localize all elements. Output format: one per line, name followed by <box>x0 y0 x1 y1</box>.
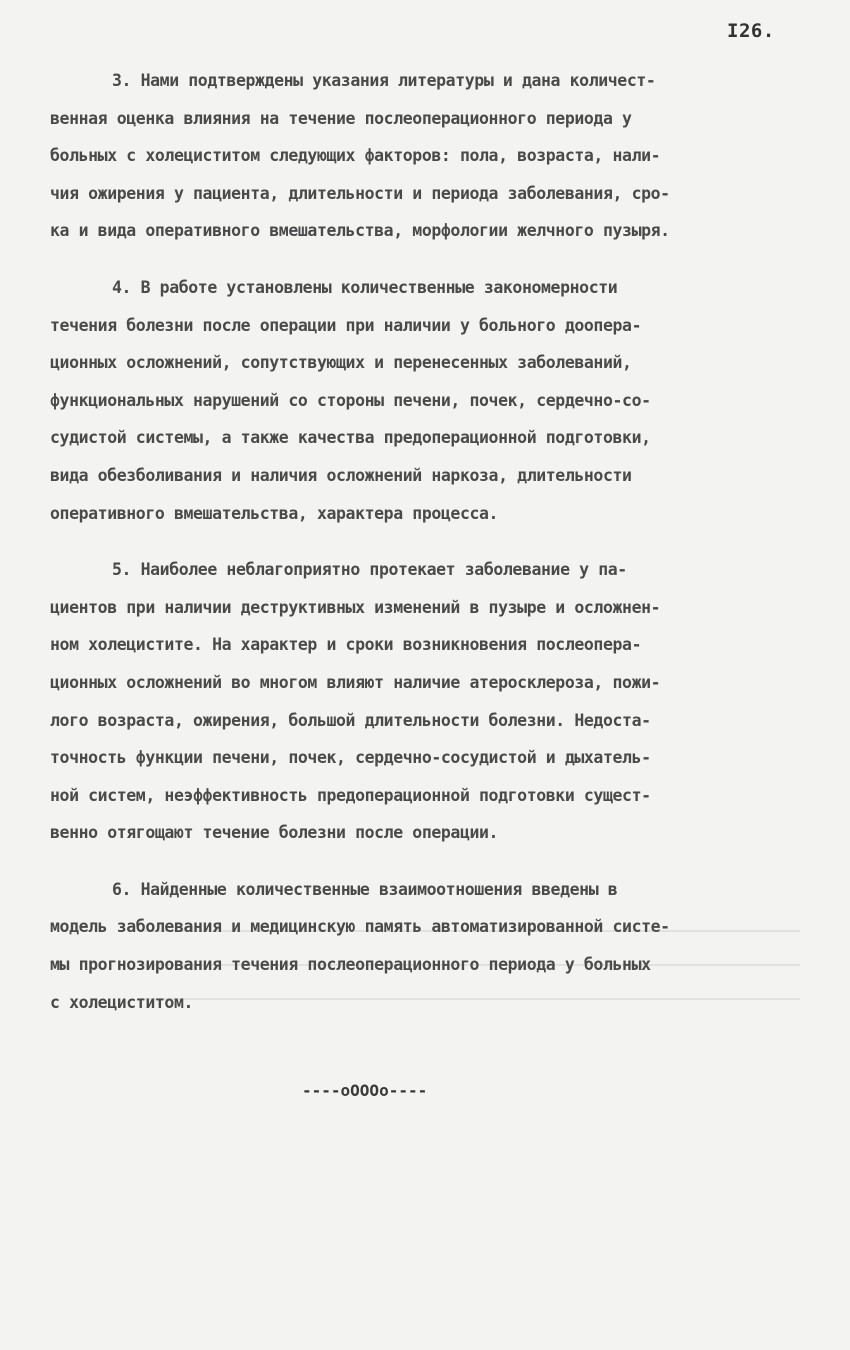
text-line: ной систем, неэффективность предоперационной подготовки сущест- <box>50 785 651 805</box>
text-line: ном холецистите. На характер и сроки возникновения послеопера- <box>50 635 642 655</box>
text-line: ционных осложнений, сопутствующих и перенесенных заболеваний, <box>50 353 632 373</box>
text-line: ционных осложнений во многом влияют наличие атеросклероза, пожи- <box>50 672 661 692</box>
text-line: 6. Найденные количественные взаимоотношения введены в <box>112 879 618 899</box>
text-line: мы прогнозирования течения послеоперационного периода у больных <box>50 955 651 975</box>
text-line: точность функции печени, почек, сердечно-сосудистой и дыхатель- <box>50 748 651 768</box>
text-line: венная оценка влияния на течение послеоперационного периода у <box>50 108 632 128</box>
text-line: функциональных нарушений со стороны печени, почек, сердечно-со- <box>50 390 651 410</box>
text-line: лого возраста, ожирения, большой длительности болезни. Недоста- <box>50 710 651 730</box>
document-body <box>50 62 802 1040</box>
paragraph-5 <box>50 551 802 852</box>
text-line: модель заболевания и медицинскую память автоматизированной систе- <box>50 917 670 937</box>
text-line: циентов при наличии деструктивных изменений в пузыре и осложнен- <box>50 597 661 617</box>
text-line: оперативного вмешательства, характера процесса. <box>50 503 499 523</box>
text-line: 3. Нами подтверждены указания литературы и дана количест- <box>112 71 656 90</box>
text-line: чия ожирения у пациента, длительности и периода заболевания, сро- <box>50 183 670 203</box>
paragraph-3 <box>50 62 802 250</box>
text-line: венно отягощают течение болезни после операции. <box>50 823 499 843</box>
text-line: с холециститом. <box>50 992 194 1012</box>
text-line: больных с холециститом следующих факторов: пола, возраста, нали- <box>50 146 661 166</box>
text-line: ка и вида оперативного вмешательства, морфологии желчного пузыря. <box>50 221 670 241</box>
page-number: I26. <box>727 20 775 42</box>
text-line: вида обезболивания и наличия осложнений наркоза, длительности <box>50 465 632 485</box>
end-separator: ----оОООо---- <box>302 1081 428 1100</box>
text-line: 5. Наиболее неблагоприятно протекает заболевание у па- <box>112 560 627 580</box>
text-line: 4. В работе установлены количественные закономерности <box>112 277 618 297</box>
paragraph-4 <box>50 269 802 532</box>
text-line: судистой системы, а также качества предоперационной подготовки, <box>50 428 651 448</box>
paragraph-6 <box>50 871 802 1021</box>
text-line: течения болезни после операции при наличии у больного доопера- <box>50 315 642 335</box>
